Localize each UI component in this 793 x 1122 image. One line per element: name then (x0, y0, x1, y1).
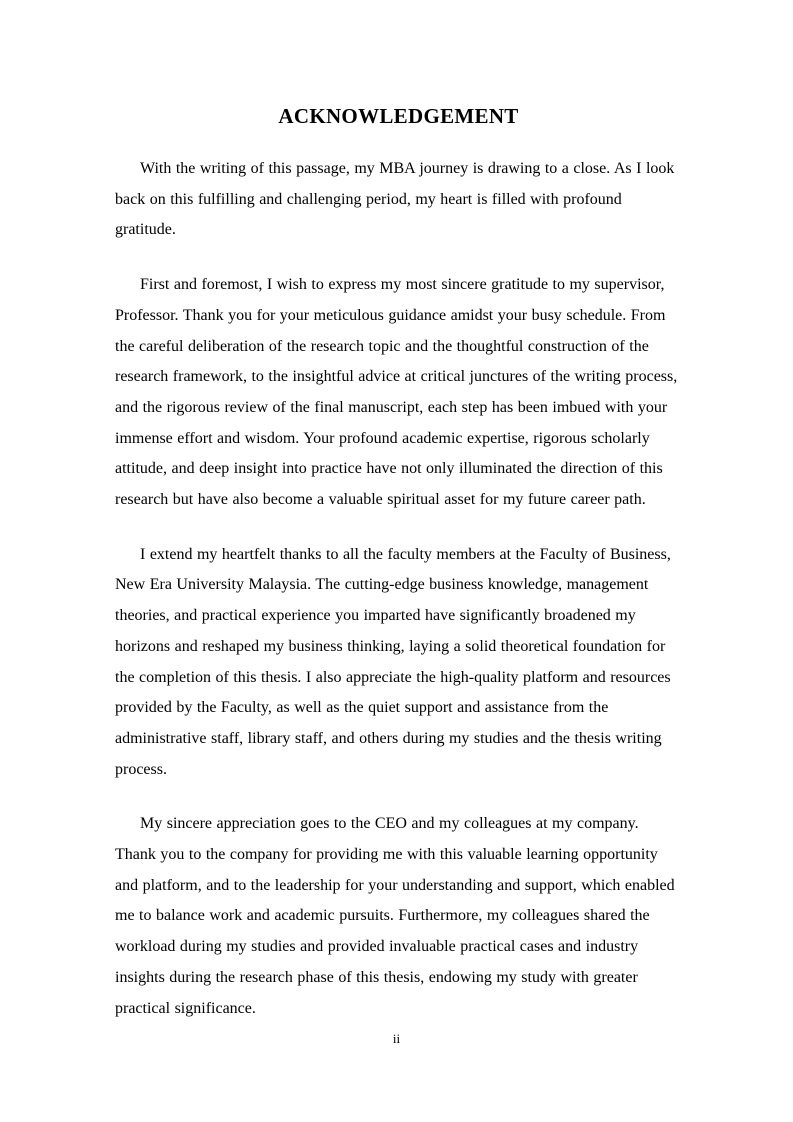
page-content (115, 103, 682, 1024)
paragraph: I extend my heartfelt thanks to all the faculty members at the Faculty of Business, New Era University Malaysia. The cutting-edge business knowledge, management theories, and practical experience you imparted have significantly broadened my horizons and reshaped my business thinking, laying a solid theoretical foundation for the completion of this thesis. I also appreciate the high-quality platform and resources provided by the Faculty, as well as the quiet support and assistance from the administrative staff, library staff, and others during my studies and the thesis writing process. (115, 545, 671, 778)
page-title: ACKNOWLEDGEMENT (278, 104, 519, 128)
paragraph: First and foremost, I wish to express my most sincere gratitude to my supervisor, Professor. Thank you for your meticulous guidance amidst your busy schedule. From the careful deliberation of the research topic and the thoughtful construction of the research framework, to the insightful advice at critical junctures of the writing process, and the rigorous review of the final manuscript, each step has been imbued with your immense effort and wisdom. Your profound academic expertise, rigorous scholarly attitude, and deep insight into practice have not only illuminated the direction of this research but have also become a valuable spiritual asset for my future career path. (115, 276, 678, 509)
paragraph: My sincere appreciation goes to the CEO and my colleagues at my company. Thank you to the company for providing me with this valuable learning opportunity and platform, and to the leadership for your understanding and support, which enabled me to balance work and academic pursuits. Furthermore, my colleagues shared the workload during my studies and provided invaluable practical cases and industry insights during the research phase of this thesis, endowing my study with greater practical significance. (115, 815, 675, 1017)
paragraph: With the writing of this passage, my MBA journey is drawing to a close. As I look back on this fulfilling and challenging period, my heart is filled with profound gratitude. (115, 160, 675, 239)
page-number: ii (392, 1031, 401, 1046)
